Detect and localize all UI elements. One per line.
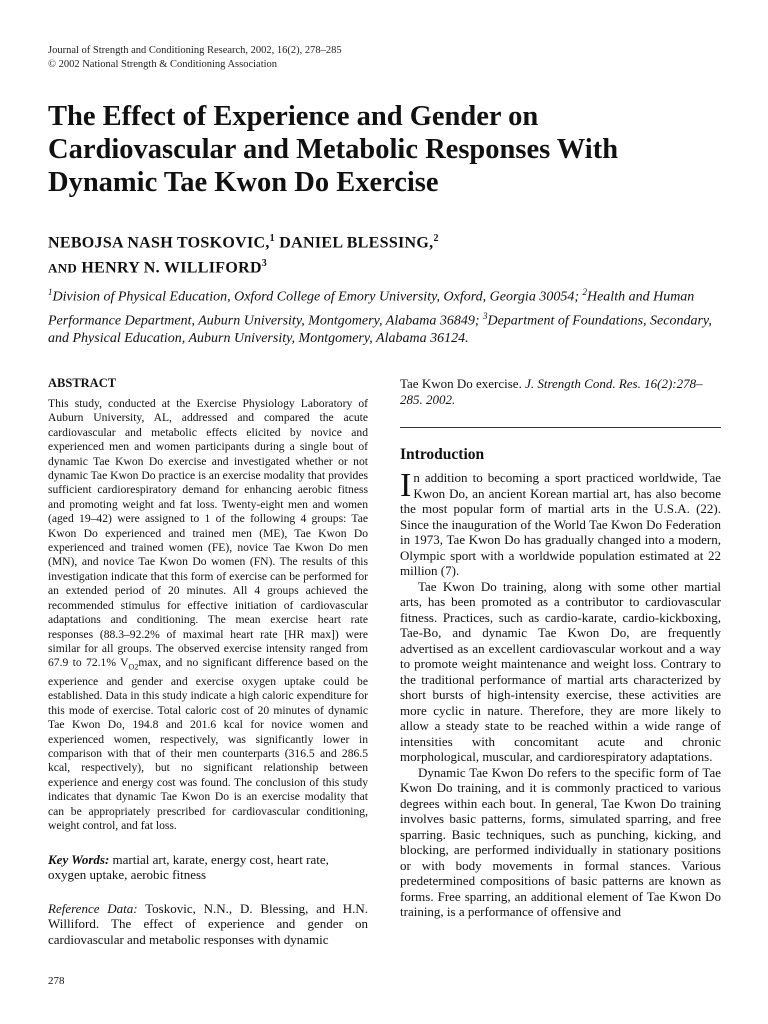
- reference-text: Toskovic, N.N., D. Blessing, and H.N. Williford. The effect of experience and gender on cardiovascular and metabolic responses with dynamic: [48, 900, 369, 947]
- author-list: NEBOJSA NASH TOSKOVIC,$^1$ DANIEL BLESSING,$^2$ AND HENRY N. WILLIFORD$^3$: [48, 233, 439, 277]
- article-title: The Effect of Experience and Gender on Cardiovascular and Metabolic Responses With Dynamic Tae Kwon Do Exercise: [48, 101, 619, 198]
- right-column: [400, 376, 721, 920]
- author-blessing: DANIEL BLESSING,: [274, 234, 434, 252]
- section-divider: [400, 427, 721, 428]
- intro-paragraph-2: Tae Kwon Do training, along with some other martial arts, has been promoted as a contributor to cardiovascular fitness. Practices, such as cardio-karate, cardio-kickboxing, Tae-Bo, and dynamic Tae Kwon Do, are frequently advertised as an excellent cardiovascular workout and a way to promote weight maintenance and weight loss. Contrary to the traditional performance of martial arts characterized by short bursts of high-intensity exercise, these activities are more cyclic in nature. Therefore, they are more likely to allow a steady state to be reached within a wide range of intensities with concomitant acute and chronic morphological, muscular, and cardiorespiratory adaptations.: [400, 578, 721, 764]
- journal-header: [48, 44, 342, 72]
- intro-paragraph-3: Dynamic Tae Kwon Do refers to the specific form of Tae Kwon Do training, and it is commonly practiced to various degrees within each bout. In general, Tae Kwon Do training involves basic patterns, forms, simulated sparring, and free sparring. Basic techniques, such as punching, kicking, and blocking, are performed individually in stationary positions or with body movements in formal stances. Various predetermined compositions of basic patterns are known as forms. Free sparring, an additional element of Tae Kwon Do training, is a performance of offensive and: [400, 764, 721, 919]
- keywords: [48, 852, 368, 883]
- introduction-heading: Introduction: [400, 446, 485, 463]
- left-column: [48, 376, 368, 947]
- keywords-text: martial art, karate, energy cost, heart rate, oxygen uptake, aerobic fitness: [48, 851, 329, 882]
- author-williford: HENRY N. WILLIFORD: [77, 259, 262, 277]
- author-toskovic: NEBOJSA NASH TOSKOVIC,: [48, 234, 270, 252]
- abstract-text: This study, conducted at the Exercise Physiology Laboratory of Auburn University, AL, addressed and compared the acute cardiovascular and metabolic effects elicited by novice and experienced men and women participants during a single bout of dynamic Tae Kwon Do exercise and investigated whether or not dynamic Tae Kwon Do practice is an exercise modality that provides sufficient cardiorespiratory demand for enhancing aerobic fitness and promoting weight and fat loss. Twenty-eight men and women (aged 19–42) were assigned to 1 of the following 4 groups: Tae Kwon Do experienced and trained men (ME), Tae Kwon Do experienced and trained women (FE), novice Tae Kwon Do men (MN), and novice Tae Kwon Do women (FN). The results of this investigation indicate that this form of exercise can be performed for an extended period of 20 minutes. All 4 groups achieved the recommended stimulus for effective initiation of cardiovascular adaptations and conditioning. The mean exercise heart rate responses (88.3–92.2% of maximal heart rate [HR max]) were similar for all groups. The observed exercise intensity ranged from 67.9 to 72.1% $V_{O2}\max$, and no significant difference based on the experience and gender and exercise oxygen uptake could be established. Data in this study indicate a high caloric expenditure for this mode of exercise. Total caloric cost of 20 minutes of dynamic Tae Kwon Do, 194.8 and 201.6 kcal for novice women and experienced women, respectively, was significantly lower in comparison with that of their men counterparts (316.5 and 286.5 kcal, respectively), but no significant relationship between experience and energy cost was found. The conclusion of this study indicates that dynamic Tae Kwon Do is an exercise modality that can be appropriately prescribed for cardiovascular conditioning, weight control, and fat loss.: [48, 397, 368, 833]
- reference-label: Reference Data:: [48, 900, 138, 916]
- author-and: AND: [48, 260, 78, 276]
- reference-journal-cite: J. Strength Cond. Res. 16(2):278–285. 2002.: [400, 376, 703, 407]
- affiliation-3: Department of Foundations, Secondary, and Physical Education, Auburn University, Montgomery, Alabama 36124.: [48, 313, 712, 347]
- affiliation-2: Health and Human Performance Department, Auburn University, Montgomery, Alabama 36849;: [48, 289, 695, 329]
- abstract-heading: ABSTRACT: [48, 376, 117, 390]
- reference-data: [48, 901, 368, 948]
- vo2-subscript: O2: [128, 662, 139, 672]
- journal-copyright: © 2002 National Strength & Conditioning Association: [48, 59, 278, 70]
- keywords-label: Key Words:: [48, 851, 110, 867]
- journal-citation: Journal of Strength and Conditioning Research, 2002, 16(2), 278–285: [48, 45, 342, 56]
- page-number: 278: [48, 975, 65, 987]
- affiliation-1: Division of Physical Education, Oxford College of Emory University, Oxford, Georgia 30054;: [52, 289, 583, 305]
- drop-cap: I: [400, 467, 412, 504]
- intro-paragraph-1: In addition to becoming a sport practiced worldwide, Tae Kwon Do, an ancient Korean martial art, has also become the most popular form of martial arts in the U.S.A. (22). Since the inauguration of the World Tae Kwon Do Federation in 1973, Tae Kwon Do has gradually changed into a modern, Olympic sport with a worldwide population estimated at 22 million (7).: [400, 467, 721, 578]
- affiliations: $^1$Division of Physical Education, Oxford College of Emory University, Oxford, Georgia 30054; $^2$Health and Human Performance Department, Auburn University, Montgomery, Alabama 36849; $^3$Department of Foundations, Secondary, and Physical Education, Auburn University, Montgomery, Alabama 36124.: [48, 287, 712, 347]
- reference-continued: Tae Kwon Do exercise. J. Strength Cond. Res. 16(2):278–285. 2002.: [400, 376, 703, 407]
